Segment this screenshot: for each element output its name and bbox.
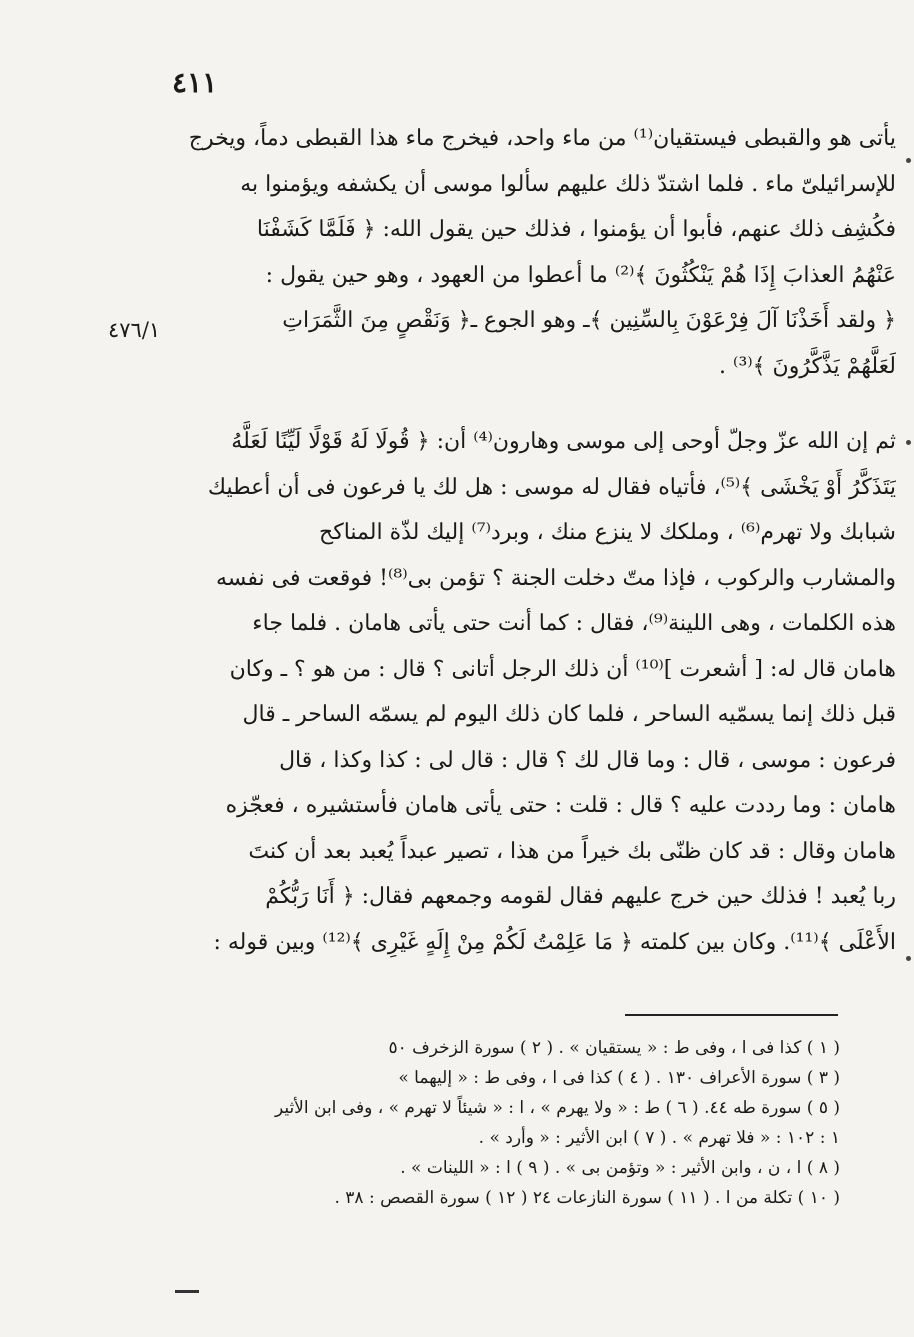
text-line: فكُشِف ذلك عنهم، فأبوا أن يؤمنوا ، فذلك حين يقول الله: ﴿ فَلَمَّا كَشَفْنَا: [256, 217, 896, 242]
footnote-line: ( ٣ ) سورة الأعراف ١٣٠ . ( ٤ ) كذا فى ا ، وفى ط : « إليهما »: [398, 1068, 840, 1088]
footnote-line: ( ١ ) كذا فى ا ، وفى ط : « يستقيان » . ( ٢ ) سورة الزخرف ٥٠: [388, 1038, 840, 1058]
margin-reference: ٤٧٦/١: [108, 318, 161, 342]
footnote-line: ( ٨ ) ا ، ن ، وابن الأثير : « وتؤمن بى » . ( ٩ ) ا : « اللينات » .: [400, 1158, 840, 1178]
text-line: للإسرائيلىّ ماء . فلما اشتدّ ذلك عليهم سألوا موسى أن يكشفه ويؤمنوا به: [240, 171, 896, 197]
footnote-line: ١ : ١٠٢ : « فلا تهرم » . ( ٧ ) ابن الأثير : « وأرد » .: [478, 1128, 840, 1148]
text-line: والمشارب والركوب ، فإذا متّ دخلت الجنة ؟ تؤمن بى⁽⁸⁾! فوقعت فى نفسه: [216, 565, 896, 591]
page-number: ٤١١: [172, 66, 218, 99]
footnote-line: ( ٥ ) سورة طه ٤٤. ( ٦ ) ط : « ولا يهرم » ، ا : « شيئاً لا تهرم » ، وفى ابن الأثير: [274, 1098, 840, 1118]
text-line: فرعون : موسى ، قال : وما قال لك ؟ قال : قال لى : كذا وكذا ، قال: [279, 747, 896, 773]
text-line: هامان وقال : قد كان ظنّى بك خيراً من هذا ، تصير عبداً يُعبد بعد أن كنتَ: [248, 838, 896, 864]
page-mark: [175, 1290, 199, 1293]
text-line: ثم إن الله عزّ وجلّ أوحى إلى موسى وهارون⁽⁴⁾ أن: ﴿ قُولَا لَهُ قَوْلًا لَيِّنًا لَعَلَّهُ: [231, 429, 896, 454]
footnote-divider: [625, 1014, 838, 1016]
text-line: الأَعْلَى ﴾⁽¹¹⁾. وكان بين كلمته ﴿ مَا عَلِمْتُ لَكُمْ مِنْ إِلَهٍ غَيْرِى ﴾⁽¹²⁾ وبين قوله :: [213, 929, 896, 955]
text-line: ربا يُعبد ! فذلك حين خرج عليهم فقال لقومه وجمعهم فقال: ﴿ أَنَا رَبُّكُمْ: [265, 884, 896, 909]
footnote-line: ( ١٠ ) تكلة من ا . ( ١١ ) سورة النازعات ٢٤ ( ١٢ ) سورة القصص : ٣٨ .: [334, 1188, 840, 1208]
text-line: يأتى هو والقبطى فيستقيان⁽¹⁾ من ماء واحد، فيخرج ماء هذا القبطى دماً، ويخرج: [188, 126, 896, 151]
footnotes: [170, 1033, 840, 1213]
margin-dot: [906, 440, 911, 445]
text-line: هذه الكلمات ، وهى اللينة⁽⁹⁾، فقال : كما أنت حتى يأتى هامان . فلما جاء: [252, 611, 896, 636]
margin-dot: [906, 956, 911, 961]
main-text: [184, 116, 896, 965]
text-line: شبابك ولا تهرم⁽⁶⁾ ، وملكك لا ينزع منك ، وبرد⁽⁷⁾ إليك لذّة المناكح: [319, 520, 896, 545]
text-line: قبل ذلك إنما يسمّيه الساحر ، فلما كان ذلك اليوم لم يسمّه الساحر ـ قال: [242, 702, 896, 727]
text-line: ﴿ ولقد أَخَذْنَا آلَ فِرْعَوْنَ بِالسِّنِين ﴾ـ وهو الجوع ـ﴿ وَنَقْصٍ مِنَ الثَّمَرَاتِ: [282, 308, 896, 333]
text-line: عَنْهُمُ العذابَ إِذَا هُمْ يَنْكُثُونَ ﴾⁽²⁾ ما أعطوا من العهود ، وهو حين يقول :: [265, 262, 896, 288]
text-line: يَتَذَكَّرُ أَوْ يَخْشَى ﴾⁽⁵⁾، فأتياه فقال له موسى : هل لك يا فرعون فى أن أعطيك: [207, 474, 896, 500]
paragraph-gap: [184, 389, 896, 419]
text-line: هامان قال له: [ أشعرت ]⁽¹⁰⁾ أن ذلك الرجل أتانى ؟ قال : من هو ؟ ـ وكان: [229, 656, 896, 682]
text-line: هامان : وما رددت عليه ؟ قال : قلت : حتى يأتى هامان فأستشيره ، فعجّزه: [225, 793, 896, 818]
margin-dot: [906, 158, 911, 163]
text-line: لَعَلَّهُمْ يَذَّكَّرُونَ ﴾⁽³⁾ .: [719, 353, 896, 379]
